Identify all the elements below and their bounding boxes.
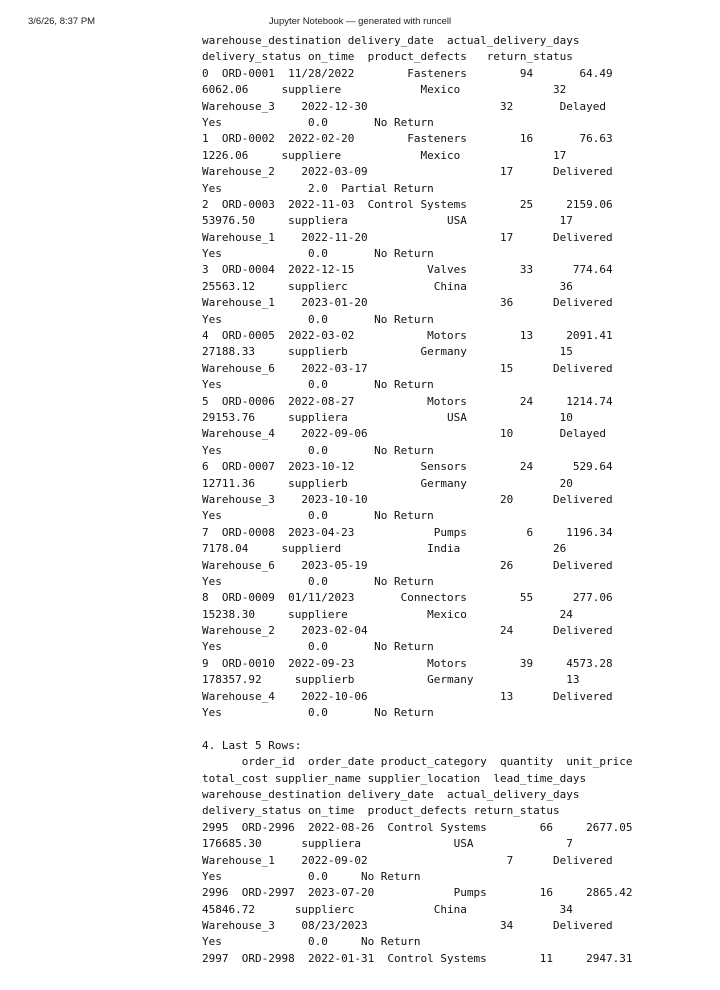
output-line: 53976.50 suppliera USA 17 [202, 214, 573, 228]
output-line: 2997 ORD-2998 2022-01-31 Control Systems 11 2947.31 [202, 951, 633, 965]
output-line: Warehouse_3 08/23/2023 34 Delivered [202, 919, 613, 933]
output-line: Warehouse_1 2022-09-02 7 Delivered [202, 853, 613, 867]
output-line: 4 ORD-0005 2022-03-02 Motors 13 2091.41 [202, 329, 613, 343]
output-line: order_id order_date product_category quantity unit_price [202, 755, 633, 769]
output-line: Yes 0.0 No Return [202, 115, 434, 129]
output-line: Warehouse_2 2022-03-09 17 Delivered [202, 165, 613, 179]
output-line: Warehouse_1 2022-11-20 17 Delivered [202, 230, 613, 244]
output-line [202, 721, 702, 737]
output-line: Warehouse_2 2023-02-04 24 Delivered [202, 624, 613, 638]
output-line: Warehouse_6 2023-05-19 26 Delivered [202, 558, 613, 572]
output-line: 176685.30 suppliera USA 7 [202, 837, 573, 851]
output-line: delivery_status on_time product_defects return_status [202, 804, 560, 818]
output-line: 5 ORD-0006 2022-08-27 Motors 24 1214.74 [202, 394, 613, 408]
output-line: total_cost supplier_name supplier_location lead_time_days [202, 771, 587, 785]
output-line: Warehouse_3 2022-12-30 32 Delayed [202, 99, 606, 113]
output-line: Yes 0.0 No Return [202, 935, 421, 949]
output-line: 45846.72 supplierc China 34 [202, 902, 573, 916]
output-line: 29153.76 suppliera USA 10 [202, 410, 573, 424]
output-line: Warehouse_6 2022-03-17 15 Delivered [202, 361, 613, 375]
output-line: 15238.30 suppliere Mexico 24 [202, 607, 573, 621]
output-line: Yes 2.0 Partial Return [202, 181, 434, 195]
output-line: 7178.04 supplierd India 26 [202, 542, 567, 556]
output-line: 9 ORD-0010 2022-09-23 Motors 39 4573.28 [202, 656, 613, 670]
output-line: warehouse_destination delivery_date actual_delivery_days [202, 787, 580, 801]
output-line: 12711.36 supplierb Germany 20 [202, 476, 573, 490]
print-datetime: 3/6/26, 8:37 PM [28, 16, 96, 27]
output-line: 6 ORD-0007 2023-10-12 Sensors 24 529.64 [202, 460, 613, 474]
output-line: Yes 0.0 No Return [202, 247, 434, 261]
output-line: Yes 0.0 No Return [202, 312, 434, 326]
output-line: Yes 0.0 No Return [202, 378, 434, 392]
output-line: 2995 ORD-2996 2022-08-26 Control Systems 66 2677.05 [202, 820, 633, 834]
output-line: 178357.92 supplierb Germany 13 [202, 673, 580, 687]
output-line: 27188.33 supplierb Germany 15 [202, 345, 573, 359]
output-line: 25563.12 supplierc China 36 [202, 279, 573, 293]
output-line: 2996 ORD-2997 2023-07-20 Pumps 16 2865.42 [202, 886, 633, 900]
output-line: 4. Last 5 Rows: [202, 738, 302, 752]
output-line: 1226.06 suppliere Mexico 17 [202, 148, 567, 162]
output-line: Warehouse_4 2022-09-06 10 Delayed [202, 427, 606, 441]
output-line: 1 ORD-0002 2022-02-20 Fasteners 16 76.63 [202, 132, 613, 146]
output-line: 2 ORD-0003 2022-11-03 Control Systems 25 2159.06 [202, 197, 613, 211]
output-line: Warehouse_4 2022-10-06 13 Delivered [202, 689, 613, 703]
output-line: Warehouse_1 2023-01-20 36 Delivered [202, 296, 613, 310]
output-line: warehouse_destination delivery_date actual_delivery_days [202, 34, 580, 47]
output-line: 3 ORD-0004 2022-12-15 Valves 33 774.64 [202, 263, 613, 277]
output-line: 6062.06 suppliere Mexico 32 [202, 83, 567, 97]
output-line: Yes 0.0 No Return [202, 706, 434, 720]
cell-output [202, 33, 702, 967]
output-line: Yes 0.0 No Return [202, 869, 421, 883]
output-line: Yes 0.0 No Return [202, 574, 434, 588]
output-line: Warehouse_3 2023-10-10 20 Delivered [202, 492, 613, 506]
output-line: 8 ORD-0009 01/11/2023 Connectors 55 277.06 [202, 591, 613, 605]
print-title: Jupyter Notebook — generated with runcell [268, 16, 452, 27]
output-line: 0 ORD-0001 11/28/2022 Fasteners 94 64.49 [202, 66, 613, 80]
output-line: Yes 0.0 No Return [202, 443, 434, 457]
output-line: 7 ORD-0008 2023-04-23 Pumps 6 1196.34 [202, 525, 613, 539]
output-line: delivery_status on_time product_defects return_status [202, 50, 573, 64]
output-line: Yes 0.0 No Return [202, 640, 434, 654]
output-line: Yes 0.0 No Return [202, 509, 434, 523]
